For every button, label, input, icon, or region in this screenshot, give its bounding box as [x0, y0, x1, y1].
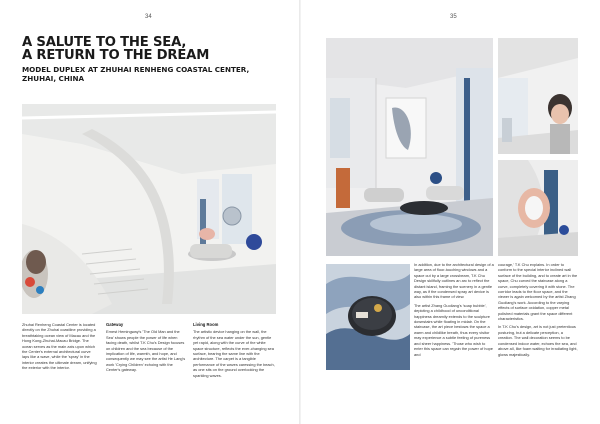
- living-room-photo: [326, 38, 493, 256]
- headline-line-1: A SALUTE TO THE SEA,: [22, 35, 187, 50]
- right-column-1-paragraph-2: The artist Zhang Guoliang's 'soap bubble', depicting a childhood of unconditional happiness dreamily extends to the sculpture downstairs while floating in midair. On the staircase, the art piece bestows the space a warm and childlike breath, thus every visitor may experience a subtle feeling of pureness and sheer happiness. 'Those who wish to enter this space can regain the power of hope and: [414, 302, 493, 357]
- gateway-column: [106, 322, 186, 376]
- subhead-line-1: MODEL DUPLEX AT ZHUHAI RENHENG COASTAL CENTER,: [22, 65, 250, 74]
- gateway-text: Ernest Hemingway's 'The Old Man and the Sea' shows people the power of life when facing death, whilst T.K Chu's Design focuses on children and the sea because of the implication of life, warmth, and hope, and consequently we may see the artist He Lang's work 'Crying Children' echoing with the Center's gateway.: [106, 329, 186, 373]
- left-page-number: 34: [145, 14, 152, 20]
- main-staircase-photo: [22, 104, 276, 314]
- right-column-2-paragraph-1: courage,' T.K Chu explains. In order to conform to the special interior inclined wall surface of the building, and to create art in the space, Chu curved the staircase along a curve, completely covering it with stone. The corridor leads to the floor space, and the viewer is again welcomed by the artist Zhang Guoliang's work. According to the varying effects of surface oxidation, copper metal polished materials grant the space different characteristics.: [498, 262, 578, 322]
- intro-column: [22, 322, 98, 374]
- living-room-text: The artistic device hanging on the wall, the rhythm of the sea water under the sun, gentle yet rapid, along with the curve of the white space structure, reflects the ever-changing sea surface, bearing the same line with the architecture. The carpet is a tangible performance of the waves caressing the beach, as one sits on the ground overlooking the sparkling waves.: [193, 329, 275, 378]
- article-headline: [22, 36, 282, 62]
- gateway-heading: Gateway: [106, 322, 124, 327]
- article-subhead: [22, 66, 282, 83]
- headline-line-2: A RETURN TO THE DREAM: [22, 48, 210, 63]
- figure-sculpture-photo: [498, 38, 578, 154]
- intro-text: Zhuhai Renheng Coastal Center is located directly on the Zhuhai coastline providing a breathtaking ocean view of Macau and the Hong Kong-Zhuhai-Macau Bridge. The ocean serves as the main axis upon which the Center's external architectural curve laps like a wave, while the 'spray' in the interior creates the ultimate dream, unifying the exterior with the interior.: [22, 322, 97, 371]
- curved-wall-photo: [498, 160, 578, 256]
- right-column-1: [414, 262, 494, 360]
- page-gutter: [299, 0, 301, 424]
- subhead-line-2: ZHUHAI, CHINA: [22, 73, 85, 83]
- coffee-table-photo: [326, 264, 410, 370]
- right-column-2-paragraph-2: In T.K Chu's design, art is not just pretentious posturing, but a delicate perception, a creation. The wall decoration seems to be condensed indoor water, echoes the sea, and above all, like foam waiting for irradiating light, glows majestically.: [498, 324, 578, 357]
- right-column-1-paragraph-1: In addition, due to the architectural design of a large area of floor-touching windows and a space cut by a large crossbeam, T.K Chu Design skillfully outlines an arc to reflect the distant island, framing the scenery in a gentle way, as if the condensed spray art device is also within this frame of view.: [414, 262, 494, 300]
- right-page-number: 35: [450, 14, 457, 20]
- right-column-2: [498, 262, 578, 360]
- living-room-column: [193, 322, 275, 381]
- living-room-heading: Living Room: [193, 322, 219, 327]
